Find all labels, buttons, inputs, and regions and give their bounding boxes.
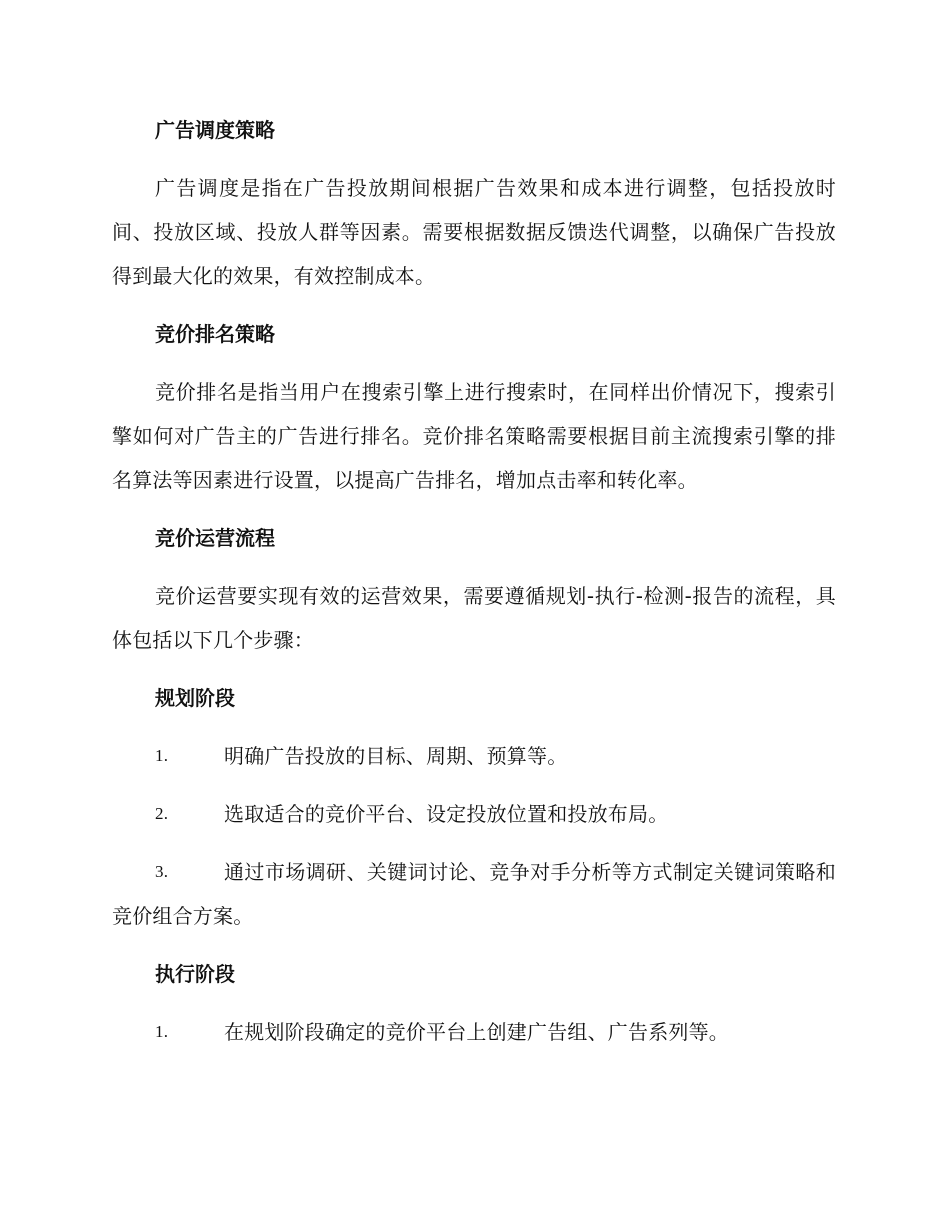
list-number: 1. (155, 746, 169, 765)
section-heading: 竞价排名策略 (155, 322, 275, 346)
list-item (112, 1010, 836, 1054)
paragraph: 竞价排名是指当用户在搜索引擎上进行搜索时，在同样出价情况下，搜索引擎如何对广告主的广告进行排名。竞价排名策略需要根据目前主流搜索引擎的排名算法等因素进行设置，以提高广告排名，增加点击率和转化率。 (112, 380, 836, 492)
list-number: 1. (155, 1022, 169, 1041)
list-item (112, 792, 836, 836)
list-item-text: 通过市场调研、关键词讨论、竞争对手分析等方式制定关键词策略和竞价组合方案。 (112, 860, 836, 928)
list-item-text: 选取适合的竞价平台、设定投放位置和投放布局。 (224, 802, 669, 826)
list-number: 3. (155, 862, 169, 881)
document-body (112, 108, 836, 1068)
list-number: 2. (155, 804, 169, 823)
paragraph: 竞价运营要实现有效的运营效果，需要遵循规划-执行-检测-报告的流程，具体包括以下几个步骤： (112, 584, 836, 652)
paragraph: 广告调度是指在广告投放期间根据广告效果和成本进行调整，包括投放时间、投放区域、投放人群等因素。需要根据数据反馈迭代调整，以确保广告投放得到最大化的效果，有效控制成本。 (112, 176, 836, 288)
section-heading: 执行阶段 (155, 962, 235, 986)
list-item-text: 明确广告投放的目标、周期、预算等。 (224, 744, 568, 768)
section-heading: 竞价运营流程 (155, 526, 275, 550)
section-heading: 规划阶段 (155, 686, 235, 710)
list-item-text: 在规划阶段确定的竞价平台上创建广告组、广告系列等。 (224, 1020, 729, 1044)
list-item (112, 734, 836, 778)
section-heading: 广告调度策略 (155, 118, 275, 142)
list-item (112, 850, 836, 938)
